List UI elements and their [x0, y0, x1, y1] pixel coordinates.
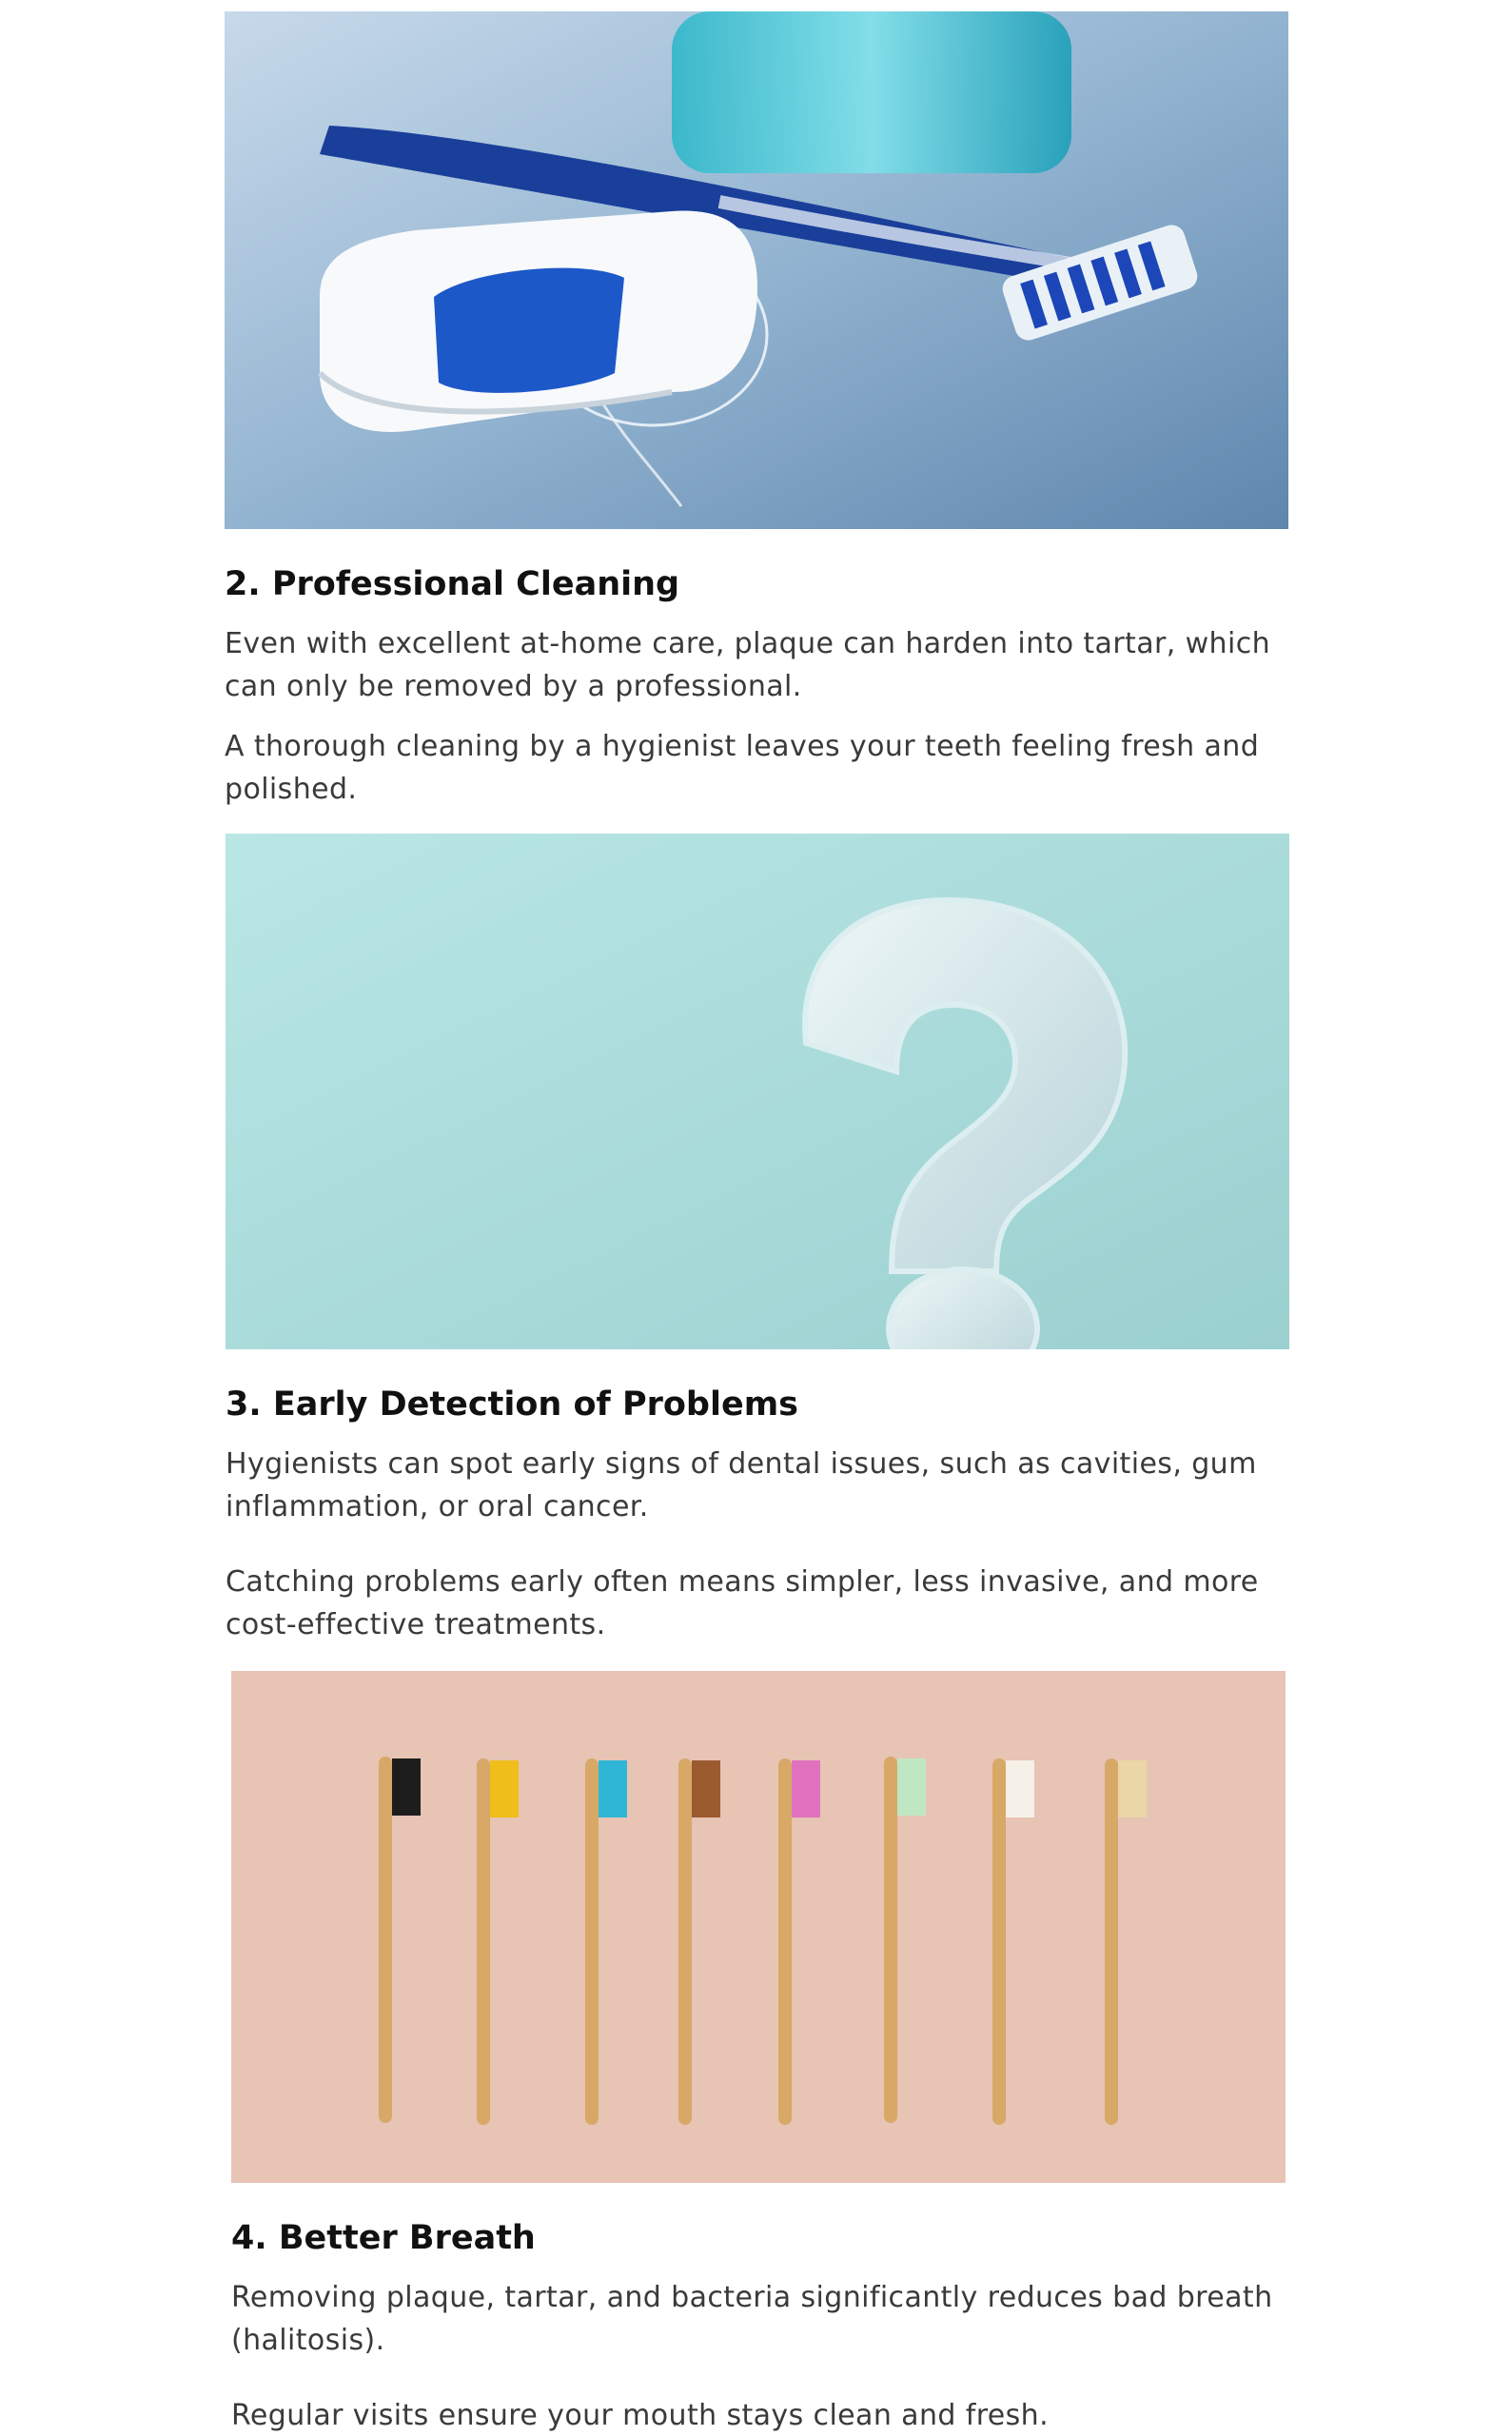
section-paragraph: Regular visits ensure your mouth stays clean and fresh.	[231, 2399, 1050, 2432]
floss-toothbrush-image	[225, 11, 1288, 529]
section-paragraph: Hygienists can spot early signs of dental issues, such as cavities, gum inflammation, or oral cancer.	[226, 1447, 1257, 1523]
section-heading-early-detection: 3. Early Detection of Problems	[226, 1385, 799, 1424]
section-paragraph: Even with excellent at-home care, plaque can harden into tartar, which can only be removed by a professional.	[225, 627, 1271, 703]
section-heading-professional-cleaning: 2. Professional Cleaning	[225, 565, 680, 603]
section-heading-better-breath: 4. Better Breath	[231, 2219, 536, 2257]
bamboo-toothbrushes-image	[231, 1671, 1286, 2183]
section-paragraph: A thorough cleaning by a hygienist leaves your teeth feeling fresh and polished.	[225, 730, 1260, 806]
section-paragraph: Catching problems early often means simpler, less invasive, and more cost-effective treatments.	[226, 1565, 1259, 1641]
section-paragraph: Removing plaque, tartar, and bacteria significantly reduces bad breath (halitosis).	[231, 2281, 1273, 2357]
question-mark-image	[226, 834, 1289, 1349]
